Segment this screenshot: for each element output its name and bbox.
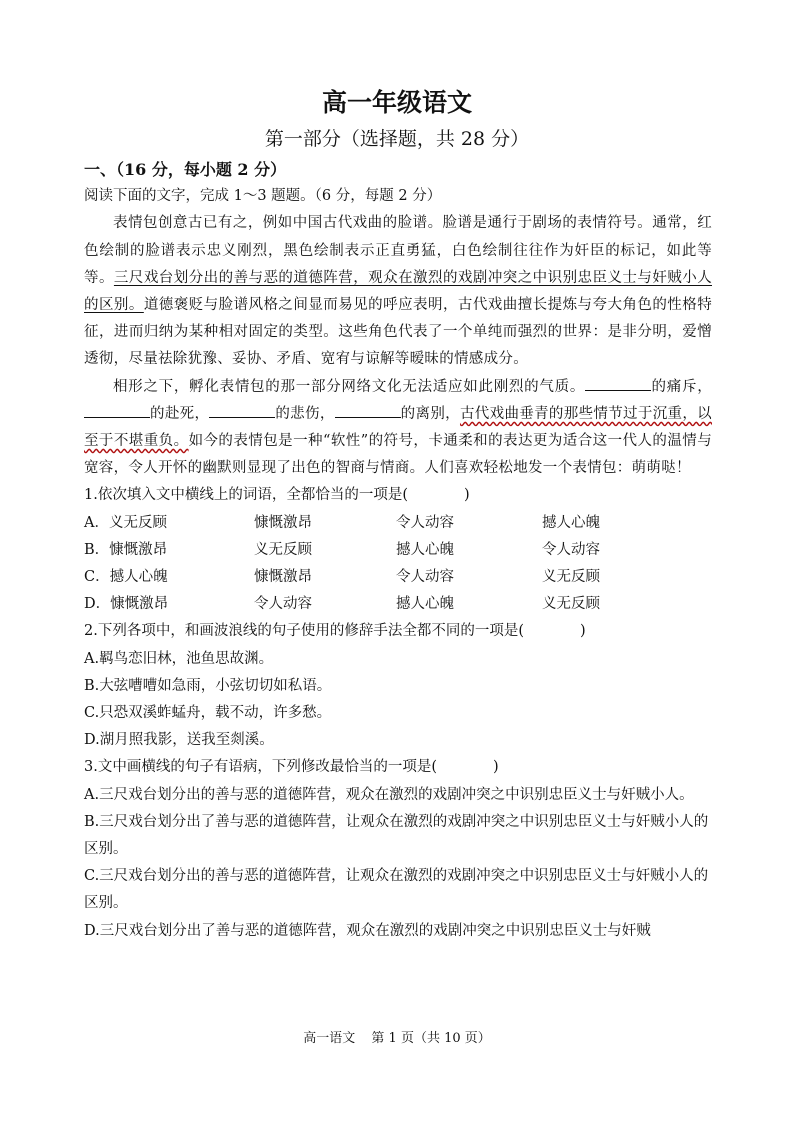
question-2-stem: 2.下列各项中，和画波浪线的句子使用的修辞手法全都不同的一项是( ) [84, 623, 586, 640]
passage-text: 的悲伤， [275, 405, 335, 422]
passage-text: 道德褒贬与脸谱风格之间显而易见的呼应表明，古代戏曲擅长提炼与夸大角色的性格特征，进而归纳为某种相对固定的类型。这些角色代表了一个单纯而强烈的世界：是非分明，爱憎透彻，尽量祛除犹豫、妥协、矛盾、宽宥与谅解等暧昧的情感成分。 [84, 297, 712, 368]
question-1-option-b[interactable]: B．慷慨激昂 义无反顾 撼人心魄 令人动容 [84, 541, 600, 558]
question-3-option-a[interactable]: A.三尺戏台划分出的善与恶的道德阵营，观众在激烈的戏剧冲突之中识别忠臣义士与奸贼小人。 [84, 786, 694, 803]
page-subtitle: 第一部分（选择题，共 28 分） [264, 128, 530, 150]
passage-paragraph-2 [84, 374, 712, 483]
passage-text: 的赴死， [150, 405, 210, 422]
footer-subject: 高一语文 [303, 1031, 356, 1046]
question-2-option-b[interactable]: B.大弦嘈嘈如急雨，小弦切切如私语。 [84, 677, 332, 694]
question-3-option-d[interactable]: D.三尺戏台划分出了善与恶的道德阵营，观众在激烈的戏剧冲突之中识别忠臣义士与奸贼 [84, 922, 651, 939]
passage-text: 的离别， [400, 405, 460, 422]
question-1-stem: 1.依次填入文中横线上的词语，全都恰当的一项是( ) [84, 487, 470, 504]
fill-blank-2[interactable] [84, 403, 150, 418]
section-instruction: 阅读下面的文字，完成 1～3 题题。（6 分，每题 2 分） [84, 188, 442, 205]
passage-text: 如今的表情包是一种“软性”的符号，卡通柔和的表达更为适合这一代人的温情与宽容，令人开怀的幽默则显现了出色的智商与情商。人们喜欢轻松地发一个表情包：萌萌哒！ [84, 433, 712, 477]
passage-text: 表情包创意古已有之，例如中国古代戏曲的脸谱。脸谱是通行于剧场的表情符号。通常，红色绘制的脸谱表示忠义刚烈，黑色绘制表示正直勇猛，白色绘制往往作为奸臣的标记，如此等等。 [84, 215, 712, 286]
passage-text: 的痛斥， [651, 378, 713, 395]
fill-blank-1[interactable] [585, 376, 651, 391]
question-3-option-b[interactable]: B.三尺戏台划分出了善与恶的道德阵营，让观众在激烈的戏剧冲突之中识别忠臣义士与奸贼小人的区别。 [84, 813, 709, 858]
question-1-option-a[interactable]: A．义无反顾 慷慨激昂 令人动容 撼人心魄 [84, 514, 600, 531]
passage-text: 相形之下，孵化表情包的那一部分网络文化无法适应如此刚烈的气质。 [113, 378, 586, 395]
wavy-underlined-sentence: 古代戏曲垂青的那些情节过于沉重，以至于不堪重负。 [84, 405, 712, 450]
section-heading: 一、（16 分，每小题 2 分） [84, 160, 287, 179]
page-footer [0, 1030, 794, 1048]
fill-blank-3[interactable] [209, 403, 275, 418]
question-1-option-c[interactable]: C．撼人心魄 慷慨激昂 令人动容 义无反顾 [84, 569, 600, 586]
question-3-stem: 3.文中画横线的句子有语病，下列修改最恰当的一项是( ) [84, 759, 499, 776]
underlined-sentence: 三尺戏台划分出的善与恶的道德阵营，观众在激烈的戏剧冲突之中识别忠臣义士与奸贼小人的区别。 [84, 269, 712, 314]
question-3-option-c[interactable]: C.三尺戏台划分出的善与恶的道德阵营，让观众在激烈的戏剧冲突之中识别忠臣义士与奸贼小人的区别。 [84, 868, 709, 912]
question-1-option-d[interactable]: D．慷慨激昂 令人动容 撼人心魄 义无反顾 [84, 596, 600, 613]
exam-content [84, 156, 712, 945]
footer-page-number: 第 1 页（共 10 页） [371, 1031, 491, 1046]
page-title: 高一年级语文 [321, 88, 472, 117]
question-2-option-d[interactable]: D.湖月照我影，送我至剡溪。 [84, 732, 274, 749]
passage-paragraph-1 [84, 210, 712, 373]
question-2-option-c[interactable]: C.只恐双溪蚱蜢舟，载不动，许多愁。 [84, 705, 332, 722]
question-2-option-a[interactable]: A.羁鸟恋旧林，池鱼思故渊。 [84, 650, 274, 667]
fill-blank-4[interactable] [335, 403, 401, 418]
